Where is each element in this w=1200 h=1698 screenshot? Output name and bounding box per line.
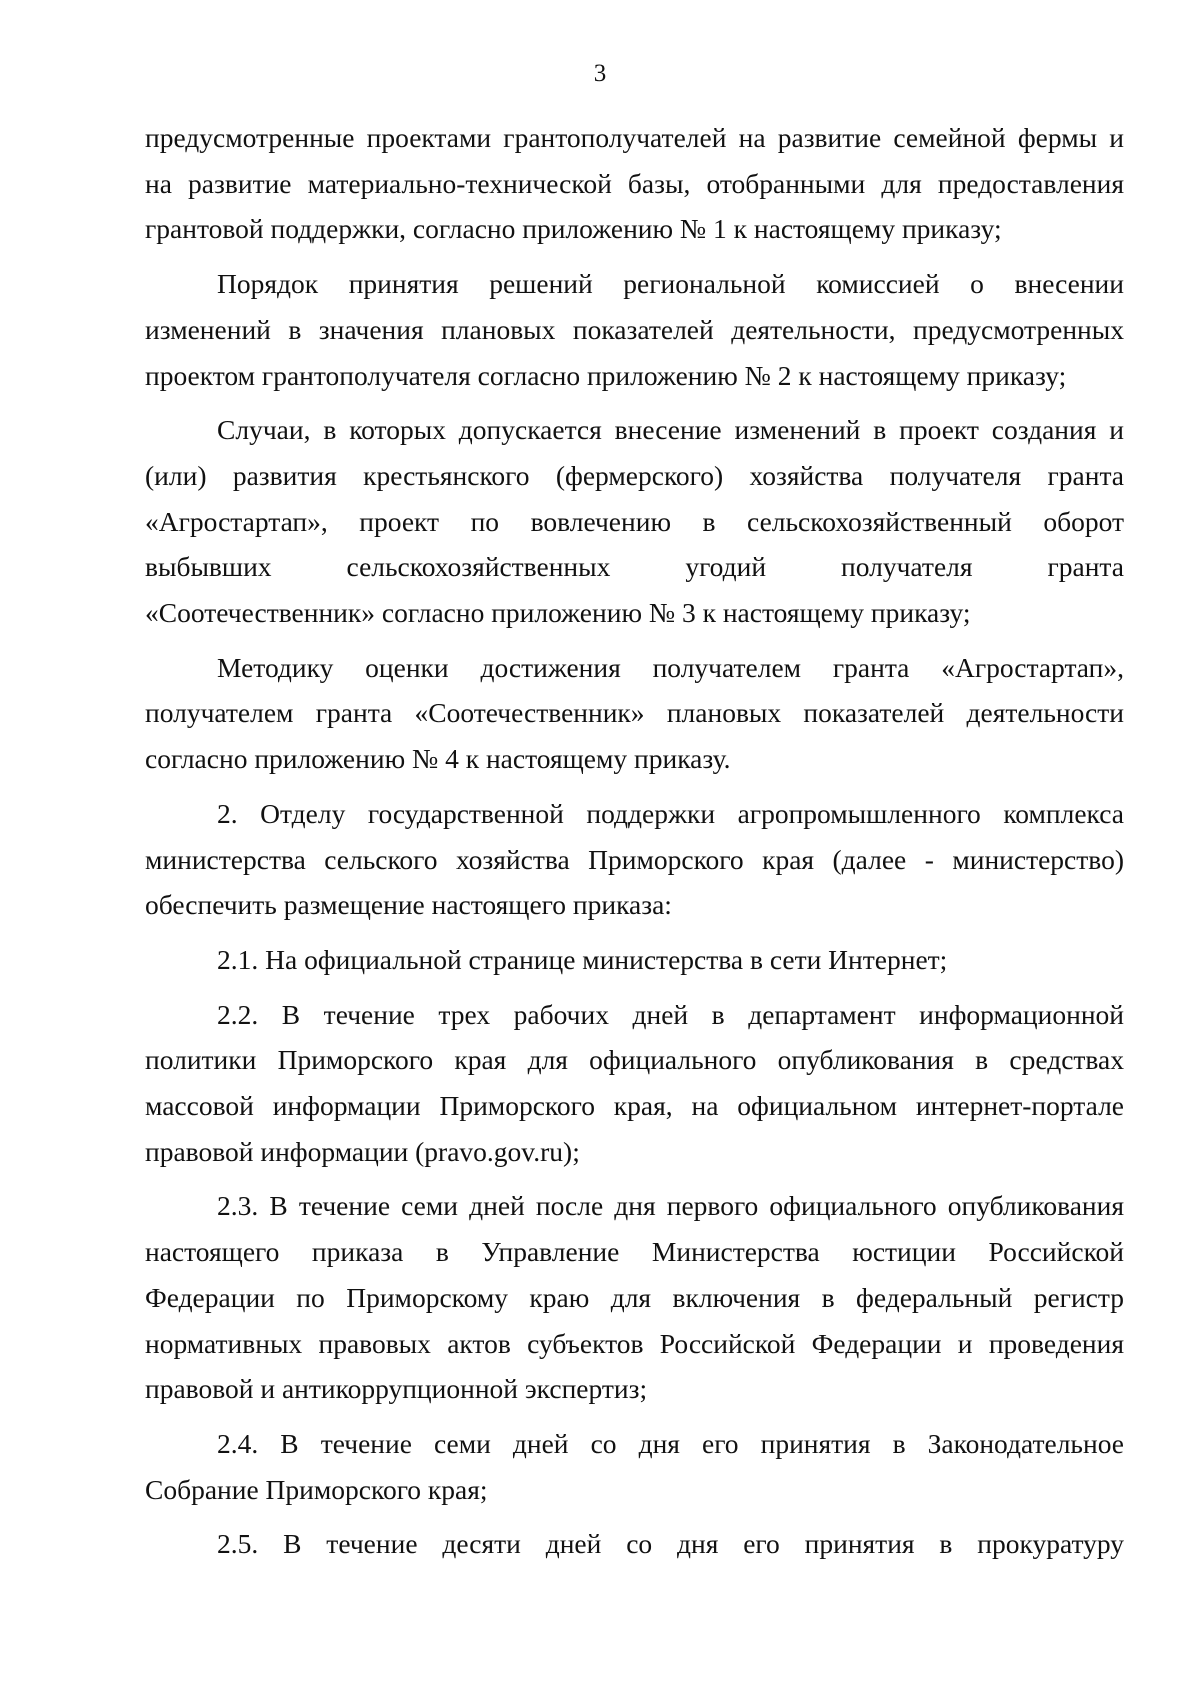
paragraph-item-2-1 [145,937,1124,983]
text-line: Федерации по Приморскому краю для включения в федеральный регистр [145,1281,1124,1313]
text-line: проектом грантополучателя согласно приложению № 2 к настоящему приказу; [145,359,1067,391]
text-line: Собрание Приморского края; [145,1473,488,1505]
text-line: 2.2. В течение трех рабочих дней в департамент информационной [217,998,1124,1030]
paragraph-item-2-4 [145,1421,1124,1512]
text-line: изменений в значения плановых показателей деятельности, предусмотренных [145,313,1124,345]
text-line: 2. Отделу государственной поддержки агропромышленного комплекса [217,797,1124,829]
paragraph-commission-procedure [145,261,1124,398]
document-body [145,115,1124,1567]
text-line: на развитие материально-технической базы, отобранными для предоставления [145,167,1124,199]
paragraph-assessment-methodology [145,645,1124,782]
text-line: министерства сельского хозяйства Приморского края (далее - министерство) [145,843,1124,875]
text-line: Методику оценки достижения получателем гранта «Агростартап», [217,651,1124,683]
text-line: нормативных правовых актов субъектов Российской Федерации и проведения [145,1327,1124,1359]
page-number: 3 [593,60,607,87]
text-line: массовой информации Приморского края, на официальном интернет-портале [145,1090,1124,1122]
text-line: политики Приморского края для официального опубликования в средствах [145,1044,1124,1076]
text-line: 2.3. В течение семи дней после дня первого официального опубликования [217,1190,1124,1222]
text-line: правовой информации (pravo.gov.ru); [145,1135,580,1167]
text-line: получателем гранта «Соотечественник» плановых показателей деятельности [145,697,1124,729]
paragraph-item-2-2 [145,992,1124,1175]
text-line: «Агростартап», проект по вовлечению в сельскохозяйственный оборот [145,505,1124,537]
text-line: правовой и антикоррупционной экспертиз; [145,1373,648,1405]
text-line: выбывших сельскохозяйственных угодий получателя гранта [145,551,1124,583]
text-line: «Соотечественник» согласно приложению № 3 к настоящему приказу; [145,597,971,629]
text-line: Порядок принятия решений региональной комиссией о внесении [217,268,1124,300]
text-line: обеспечить размещение настоящего приказа: [145,889,672,921]
paragraph-grant-indicators-continuation [145,115,1124,252]
paragraph-item-2-3 [145,1183,1124,1412]
text-line: грантовой поддержки, согласно приложению № 1 к настоящему приказу; [145,213,1002,245]
paragraph-item-2-5 [145,1521,1124,1567]
text-line: 2.1. На официальной странице министерства в сети Интернет; [217,943,948,975]
text-line: согласно приложению № 4 к настоящему приказу. [145,743,731,775]
text-line: (или) развития крестьянского (фермерского) хозяйства получателя гранта [145,459,1124,491]
text-line: 2.4. В течение семи дней со дня его принятия в Законодательное [217,1427,1124,1459]
text-line: настоящего приказа в Управление Министерства юстиции Российской [145,1236,1124,1268]
text-line: Случаи, в которых допускается внесение изменений в проект создания и [217,414,1124,446]
text-line: 2.5. В течение десяти дней со дня его принятия в прокуратуру [217,1528,1124,1560]
paragraph-item-2 [145,791,1124,928]
paragraph-project-changes-cases [145,407,1124,636]
text-line: предусмотренные проектами грантополучателей на развитие семейной фермы и [145,122,1124,153]
